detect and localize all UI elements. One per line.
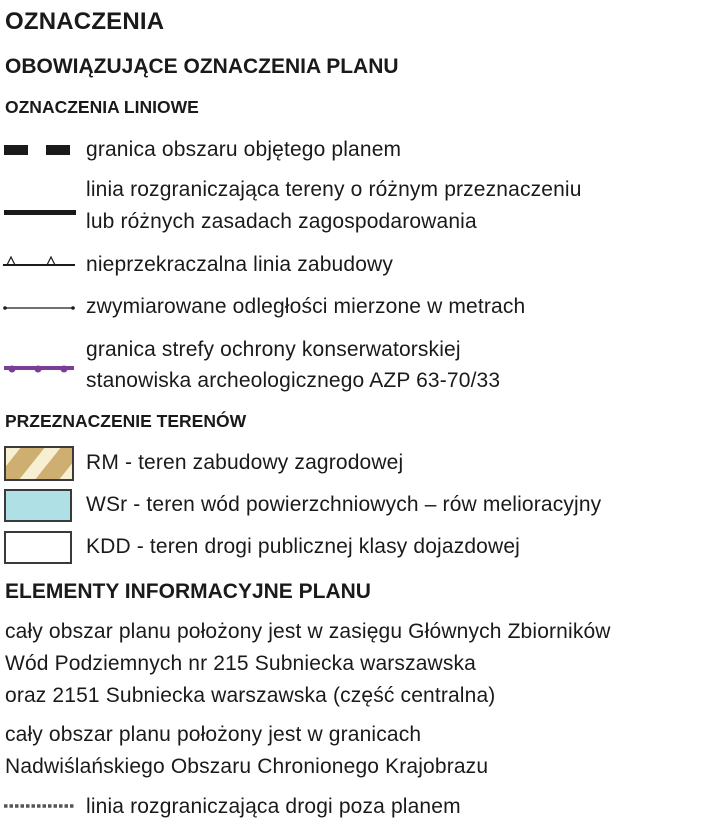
- dimension-line-icon: [2, 302, 76, 314]
- information-section-heading: ELEMENTY INFORMACYJNE PLANU: [5, 580, 371, 603]
- info-road-line-label: linia rozgraniczająca drogi poza planem: [86, 795, 461, 818]
- dashed-boundary-line-icon: [4, 143, 70, 157]
- legend-item-rm-label: RM - teren zabudowy zagrodowej: [86, 451, 404, 474]
- info-aquifer-line-1: cały obszar planu położony jest w zasięgu Głównych Zbiorników: [5, 620, 611, 643]
- purple-zone-boundary-icon: [2, 362, 76, 378]
- binding-section-heading: OBOWIĄZUJĄCE OZNACZENIA PLANU: [5, 55, 399, 78]
- info-aquifer-line-2: Wód Podziemnych nr 215 Subniecka warszawska: [5, 652, 477, 675]
- legend-item-dividing-line-label-1: linia rozgraniczająca tereny o różnym przeznaczeniu: [86, 178, 582, 201]
- rm-hatch-swatch: [4, 446, 74, 481]
- kdd-white-swatch: [4, 531, 72, 564]
- legend-item-conservation-zone-label-2: stanowiska archeologicznego AZP 63-70/33: [86, 369, 501, 392]
- legend-item-building-line-label: nieprzekraczalna linia zabudowy: [86, 253, 393, 276]
- solid-dividing-line-icon: [4, 208, 76, 218]
- info-landscape-line-1: cały obszar planu położony jest w granicach: [5, 723, 422, 746]
- legend-item-boundary-label: granica obszaru objętego planem: [86, 138, 402, 161]
- info-landscape-line-2: Nadwiślańskiego Obszaru Chronionego Krajobrazu: [5, 755, 489, 778]
- legend-item-wsr-label: WSr - teren wód powierzchniowych – rów melioracyjny: [86, 493, 602, 516]
- legend-item-dimension-label: zwymiarowane odległości mierzone w metrach: [86, 295, 526, 318]
- legend-item-dividing-line-label-2: lub różnych zasadach zagospodarowania: [86, 210, 477, 233]
- legend-item-kdd-label: KDD - teren drogi publicznej klasy dojazdowej: [86, 535, 520, 558]
- dotted-road-line-icon: [4, 802, 74, 810]
- building-line-triangles-icon: [2, 254, 76, 270]
- linear-markings-heading: OZNACZENIA LINIOWE: [5, 97, 199, 117]
- land-use-heading: PRZEZNACZENIE TERENÓW: [5, 411, 247, 431]
- info-aquifer-line-3: oraz 2151 Subniecka warszawska (część centralna): [5, 684, 496, 707]
- legend-title: OZNACZENIA: [5, 8, 165, 35]
- legend-item-conservation-zone-label-1: granica strefy ochrony konserwatorskiej: [86, 338, 461, 361]
- wsr-light-blue-swatch: [4, 489, 72, 522]
